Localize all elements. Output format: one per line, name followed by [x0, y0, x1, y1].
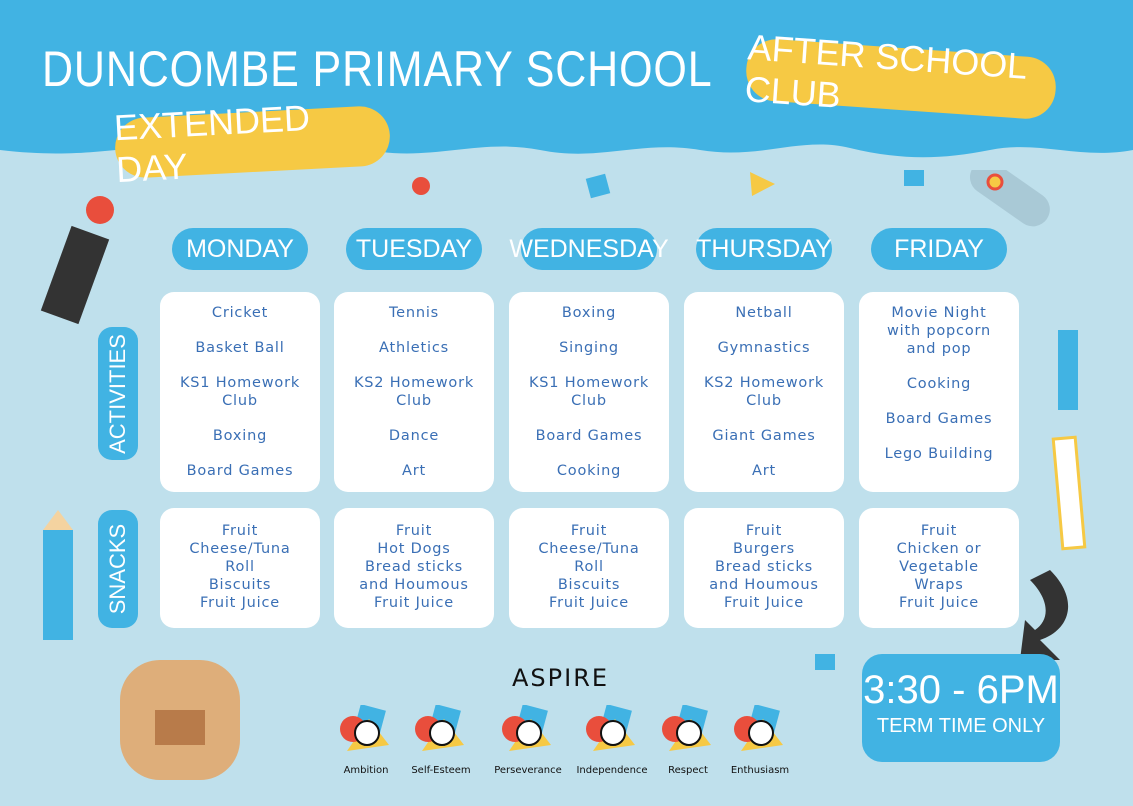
snack-item: and Houmous — [709, 577, 819, 593]
snack-item: Fruit — [395, 523, 433, 539]
snack-item: Fruit — [920, 523, 958, 539]
snack-item: Cheese/Tuna — [538, 541, 640, 557]
activities-card — [509, 292, 669, 492]
activity-item: Gymnastics — [717, 340, 811, 356]
snacks-label: SNACKS — [98, 510, 138, 628]
day-header: MONDAY — [172, 228, 308, 270]
activities-card — [684, 292, 844, 492]
day-header: FRIDAY — [871, 228, 1007, 270]
snack-item: Hot Dogs — [377, 541, 451, 557]
rocket-icon — [963, 170, 1056, 233]
mountain-icon — [501, 705, 555, 757]
activity-item: Dance — [388, 428, 440, 444]
activity-item: KS1 Homework Club — [528, 375, 650, 409]
activity-item: KS2 Homework Club — [703, 375, 825, 409]
activity-item: Boxing — [561, 305, 617, 321]
value-ambition: Ambition — [326, 705, 406, 776]
hours: 3:30 - 6PM — [863, 668, 1059, 712]
aspire-title: ASPIRE — [512, 664, 610, 692]
bird-icon — [585, 705, 639, 757]
heart-icon — [414, 705, 468, 757]
value-respect: Respect — [648, 705, 728, 776]
chalk-icon — [1053, 437, 1085, 548]
activity-item: Basket Ball — [195, 340, 285, 356]
activity-item: Cooking — [556, 463, 622, 479]
snack-item: Burgers — [732, 541, 796, 557]
snack-item: Vegetable — [899, 559, 979, 575]
extended-day-badge: EXTENDED DAY — [114, 105, 392, 179]
activities-label: ACTIVITIES — [98, 327, 138, 460]
value-self-esteem: Self-Esteem — [401, 705, 481, 776]
snack-item: Bread sticks — [364, 559, 463, 575]
snack-item: Fruit — [570, 523, 608, 539]
activity-item: Art — [402, 463, 426, 479]
activity-item: Board Games — [535, 428, 643, 444]
handshake-icon — [661, 705, 715, 757]
snacks-card — [859, 508, 1019, 628]
snack-item: Chicken or — [896, 541, 982, 557]
activities-card — [859, 292, 1019, 492]
snack-item: Fruit — [221, 523, 259, 539]
snack-item: Wraps — [914, 577, 964, 593]
snack-item: Biscuits — [557, 577, 621, 593]
snack-item: Fruit Juice — [200, 595, 280, 611]
crayon-icon — [1058, 330, 1078, 410]
snacks-card — [684, 508, 844, 628]
time-badge — [862, 654, 1060, 762]
activity-item: KS1 Homework Club — [179, 375, 301, 409]
snacks-card — [160, 508, 320, 628]
after-school-club-badge: AFTER SCHOOL CLUB — [744, 37, 1058, 120]
snack-item: Fruit Juice — [374, 595, 454, 611]
day-header: WEDNESDAY — [521, 228, 657, 270]
activity-item: Giant Games — [712, 428, 816, 444]
activity-item: Singing — [559, 340, 619, 356]
jumping-person-icon — [733, 705, 787, 757]
school-title: DUNCOMBE PRIMARY SCHOOL — [42, 41, 713, 97]
day-header: THURSDAY — [696, 228, 832, 270]
dot-decoration — [412, 177, 430, 195]
activities-card — [334, 292, 494, 492]
activities-card — [160, 292, 320, 492]
value-perseverance: Perseverance — [488, 705, 568, 776]
activity-item: Cooking — [906, 376, 972, 392]
day-header: TUESDAY — [346, 228, 482, 270]
activity-item: Tennis — [388, 305, 440, 321]
activity-item: Netball — [735, 305, 793, 321]
activity-item: Movie Night with popcorn and pop — [887, 305, 991, 357]
snack-item: Biscuits — [208, 577, 272, 593]
term-note: TERM TIME ONLY — [876, 715, 1046, 737]
paint-tube-icon — [41, 196, 114, 324]
pencil-icon — [43, 510, 73, 640]
value-independence: Independence — [572, 705, 652, 776]
activity-item: Cricket — [211, 305, 269, 321]
activity-item: Lego Building — [884, 446, 994, 462]
activity-item: Boxing — [212, 428, 268, 444]
snack-item: Fruit — [745, 523, 783, 539]
activity-item: KS2 Homework Club — [353, 375, 475, 409]
snack-item: Fruit Juice — [724, 595, 804, 611]
activity-item: Board Games — [885, 411, 993, 427]
snack-item: Bread sticks — [714, 559, 813, 575]
snacks-card — [509, 508, 669, 628]
activity-item: Board Games — [186, 463, 294, 479]
snacks-card — [334, 508, 494, 628]
snack-item: Roll — [574, 559, 604, 575]
backpack-icon — [115, 640, 245, 780]
snack-item: Fruit Juice — [899, 595, 979, 611]
arrow-icon — [1020, 570, 1068, 660]
snack-item: and Houmous — [359, 577, 469, 593]
snack-item: Fruit Juice — [549, 595, 629, 611]
snack-item: Cheese/Tuna — [189, 541, 291, 557]
star-icon — [339, 705, 393, 757]
value-enthusiasm: Enthusiasm — [720, 705, 800, 776]
snack-item: Roll — [225, 559, 255, 575]
activity-item: Art — [752, 463, 776, 479]
activity-item: Athletics — [379, 340, 449, 356]
